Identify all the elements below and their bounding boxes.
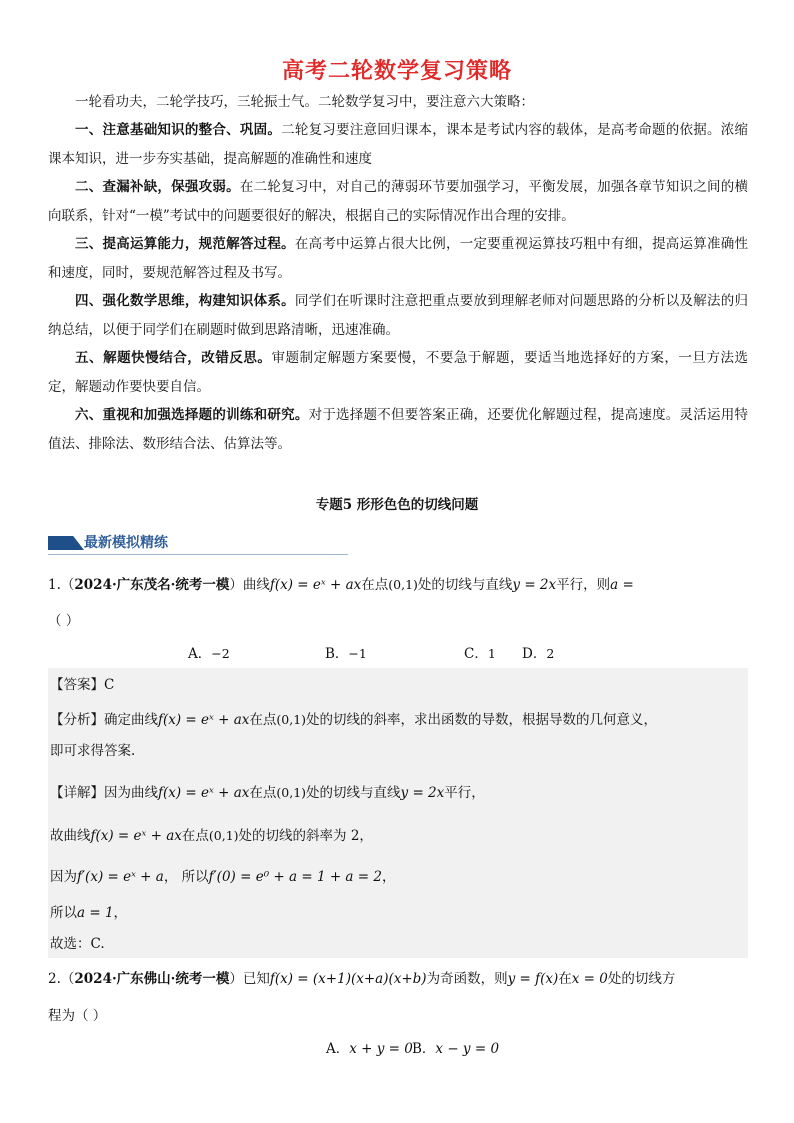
q1-ask-var: a =	[610, 577, 634, 593]
question-2-stem: 2.（2024·广东佛山·统考一模）已知f(x) = (x+1)(x+a)(x+b)为奇函数，则y = f(x)在x = 0处的切线方	[48, 971, 676, 987]
question-2-line-2: 程为（ ）	[48, 1008, 107, 1024]
q1-detail-line-2: 故曲线f(x) = eˣ + ax在点(0,1)处的切线的斜率为 2，	[50, 828, 373, 844]
q1-option-c: C．1	[464, 646, 496, 662]
strategy-1-text: 二轮复习要注意回归课本，课本是考试内容的载体，是高考命题的依据。浓缩课本知识，进一步夯实基础，提高解题的准确性和速度	[48, 122, 748, 167]
strategy-5-lead: 五、解题快慢结合，改错反思。	[75, 350, 272, 366]
q1-function: f(x) = eˣ + ax	[269, 577, 362, 593]
q1-detail-line-3: 因为f′(x) = eˣ + a， 所以f′(0) = e⁰ + a = 1 + a = 2，	[50, 869, 396, 885]
q1-option-d: D．2	[522, 646, 555, 662]
q1-analysis-line-1: 【分析】确定曲线f(x) = eˣ + ax在点(0,1)处的切线的斜率，求出函数的导数，根据导数的几何意义，	[50, 712, 658, 728]
strategy-3	[48, 230, 748, 287]
strategy-5-text: 审题制定解题方案要慢，不要急于解题，要适当地选择好的方案，一旦方法选定，解题动作要快要自信。	[48, 350, 749, 395]
strategy-2-text: 在二轮复习中，对自己的薄弱环节要加强学习，平衡发展，加强各章节知识之间的横向联系，针对“一模”考试中的问题要很好的解决，根据自己的实际情况作出合理的安排。	[48, 179, 748, 224]
strategy-1	[48, 116, 748, 173]
strategy-4	[48, 287, 748, 344]
question-1-source: 2024·广东茂名·统考一模	[74, 577, 230, 593]
strategy-6-text: 对于选择题不但要答案正确，还要优化解题过程，提高速度。灵活运用特值法、排除法、数形结合法、估算法等。	[48, 407, 749, 452]
q1-answer: 【答案】C	[50, 677, 115, 693]
question-1-stem: 1.（2024·广东茂名·统考一模）曲线f(x) = eˣ + ax在点(0,1)处的切线与直线y = 2x平行，则a =	[48, 577, 634, 593]
strategy-5	[48, 344, 748, 401]
document-title: 高考二轮数学复习策略	[281, 59, 512, 84]
question-1-paren: （ ）	[48, 613, 80, 629]
q2-function: f(x) = (x+1)(x+a)(x+b)	[269, 971, 427, 987]
strategy-6	[48, 401, 748, 458]
q1-detail-line-4: 所以a = 1，	[50, 905, 128, 921]
q1-point: (0,1)	[388, 577, 418, 592]
strategy-3-lead: 三、提高运算能力，规范解答过程。	[75, 236, 295, 252]
topic-heading: 专题5 形形色色的切线问题	[315, 497, 479, 513]
strategy-2	[48, 173, 748, 230]
q1-detail-line-1: 【详解】因为曲线f(x) = eˣ + ax在点(0,1)处的切线与直线y = 2x平行，	[50, 785, 485, 801]
strategy-4-text: 同学们在听课时注意把重点要放到理解老师对问题思路的分析以及解法的归纳总结，以便于同学们在刷题时做到思路清晰，迅速准确。	[48, 293, 749, 338]
q1-option-a: A．−2	[188, 646, 230, 662]
q1-option-b: B．−1	[325, 646, 367, 662]
question-2-source: 2024·广东佛山·统考一模	[74, 971, 230, 987]
strategy-2-lead: 二、查漏补缺，保强攻弱。	[75, 179, 240, 195]
q1-line: y = 2x	[512, 577, 557, 593]
strategy-4-lead: 四、强化数学思维，构建知识体系。	[75, 293, 295, 309]
strategy-3-text: 在高考中运算占很大比例，一定要重视运算技巧粗中有细，提高运算准确性和速度，同时，要规范解答过程及书写。	[48, 236, 749, 281]
q2-option-b: B．x − y = 0	[412, 1041, 500, 1057]
q1-analysis-line-2: 即可求得答案.	[50, 743, 136, 759]
section-banner-label: 最新模拟精练	[84, 535, 168, 551]
q2-option-a: A．x + y = 0	[326, 1041, 413, 1057]
strategy-6-lead: 六、重视和加强选择题的训练和研究。	[75, 407, 309, 423]
intro-paragraph: 一轮看功夫，二轮学技巧，三轮振士气。二轮数学复习中，要注意六大策略：	[75, 94, 534, 110]
q1-detail-line-5: 故选：C.	[50, 936, 105, 952]
strategy-1-lead: 一、注意基础知识的整合、巩固。	[75, 122, 282, 138]
banner-flag-icon	[48, 536, 84, 550]
section-banner	[48, 532, 348, 555]
